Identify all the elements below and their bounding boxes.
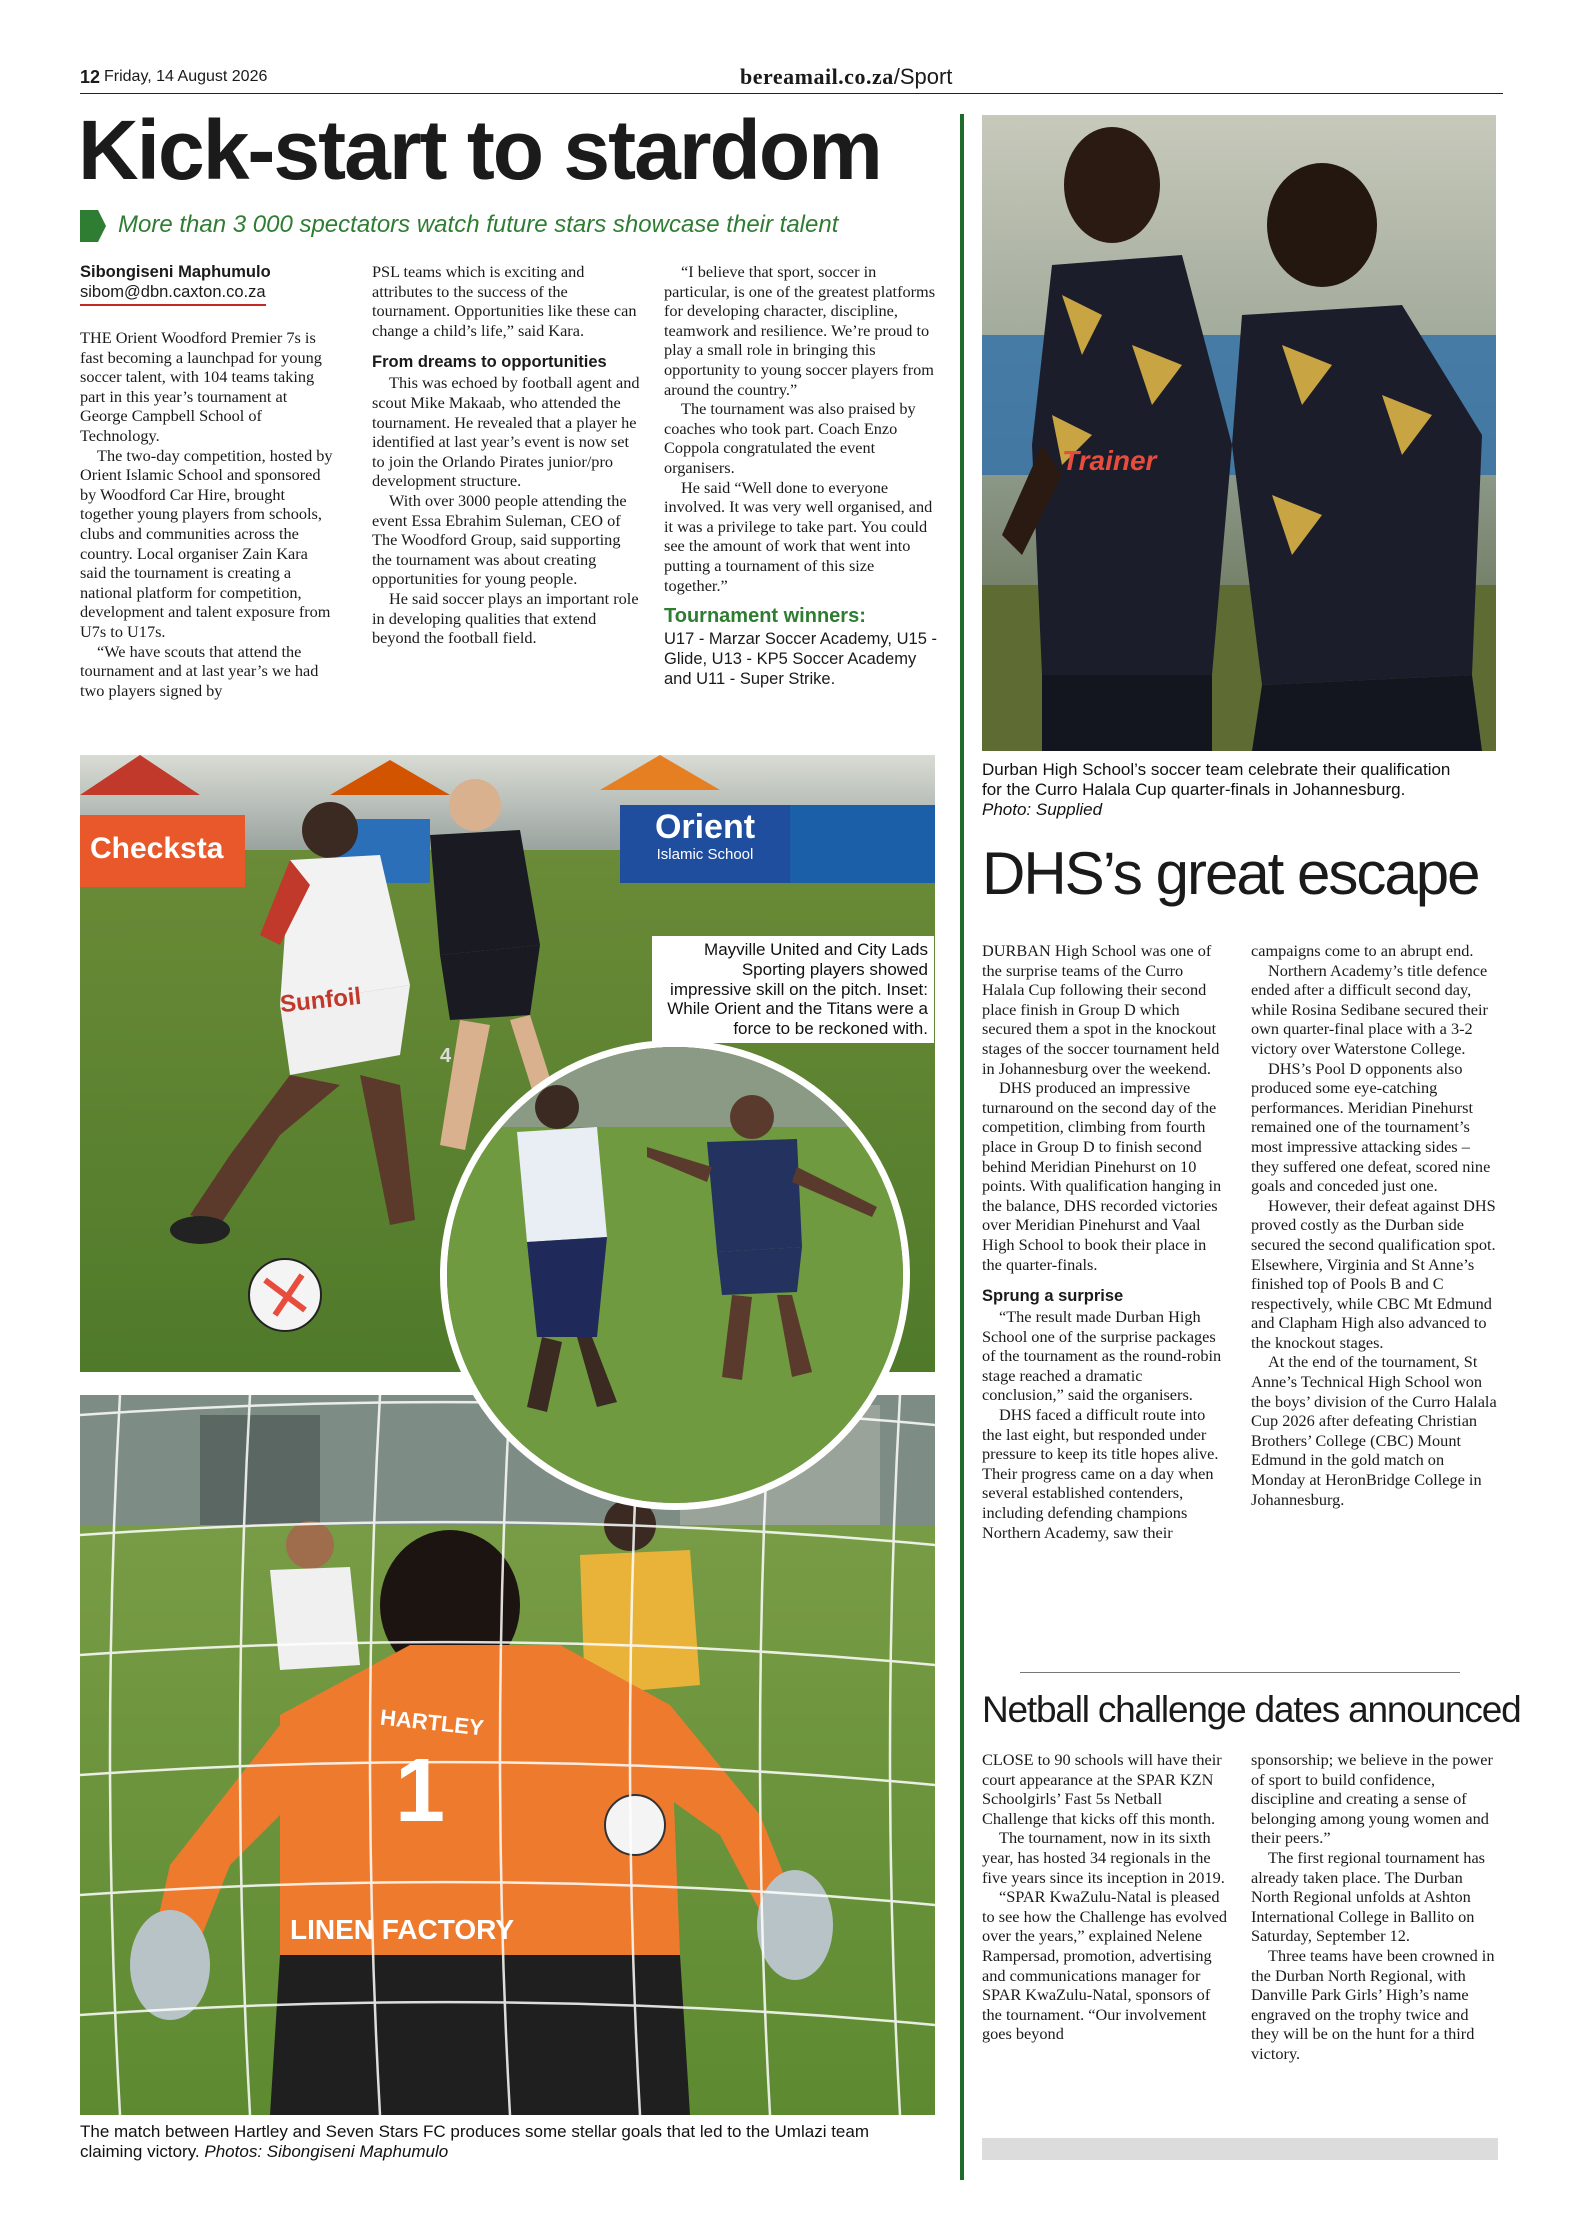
article-paragraph: THE Orient Woodford Premier 7s is fast becoming a launchpad for young soccer talent, with 104 teams taking part in this year’s tournament at George Campbell School of Technology. [80,328,322,445]
goalkeeper-photo-image [80,1395,935,2115]
article-paragraph: PSL teams which is exciting and attributes to the success of the tournament. Opportunities like these can change a child’s life,” said Kara. [372,262,637,340]
dhs-caption-text: Durban High School’s soccer team celebrate their qualification for the Curro Halala Cup quarter-finals in Johannesburg. [982,760,1451,799]
article-paragraph: The tournament was also praised by coaches who took part. Coach Enzo Coppola congratulated the event organisers. [664,399,916,477]
inset-photo [440,1040,910,1510]
issue-date: Friday, 14 August 2026 [104,68,268,85]
winners-text: U17 - Marzar Soccer Academy, U15 - Glide, U13 - KP5 Soccer Academy and U11 - Super Strike. [664,630,937,689]
dhs-shirt-sponsor: Trainer [1062,445,1157,476]
shirt-sponsor: Sunfoil [278,982,363,1019]
article-paragraph: The two-day competition, hosted by Orient Islamic School and sponsored by Woodford Car Hire, brought together young players from schools, clubs and communities across the country. Local organiser Zain Kara said the tournament is creating a national platform for competition, development and talent exposure from U7s to U17s. [80,445,333,641]
main-headline: Kick-start to stardom [78,103,881,197]
shirt-number: 4 [440,1045,452,1067]
article-paragraph: The first regional tournament has already taken place. The Durban North Regional unfolds at Ashton International College in Ballito on Saturday, September 12. [1251,1847,1486,1946]
footer-bar [982,2138,1498,2160]
green-flag-icon [80,210,106,242]
column-divider [960,114,964,2180]
article-paragraph: DHS produced an impressive turnaround on the second day of the competition, climbing from fourth place in Group D to finish second behind Meridian Pinehurst on 10 points. With qualification hanging in the balance, DHS recorded victories over Meridian Pinehurst and Vaal High School to book their place in the quarter-finals. [982,1078,1222,1274]
goalkeeper-caption-text: The match between Hartley and Seven Stars FC produces some stellar goals that led to the Umlazi team claiming victory. [80,2122,869,2161]
article-paragraph: He said “Well done to everyone involved. It was very well organised, and it was a privilege to take part. You could see the amount of work that went into putting a tournament of this size together.” [664,477,933,595]
article-paragraph: DHS’s Pool D opponents also produced some eye-catching performances. Meridian Pinehurst remained one of the tournament’s most impressive attacking sides – they suffered one defeat, scored nine goals and conceded just one. [1251,1058,1491,1196]
article-paragraph: “SPAR KwaZulu-Natal is pleased to see how the Challenge has evolved over the years,” explained Nelene Rampersad, promotion, advertising and communications manager for SPAR KwaZulu-Natal, sponsors of the tournament. “Our involvement goes beyond [982,1887,1228,2044]
article-paragraph: DURBAN High School was one of the surprise teams of the Curro Halala Cup following their second place finish in Group D which secured them a spot in the knockout stages of the soccer tournament held in Johannesburg over the weekend. [982,941,1220,1078]
keeper-number: 1 [395,1741,446,1841]
winners-title: Tournament winners: [664,605,866,628]
dhs-photo [982,115,1496,751]
header-rule [80,93,1503,94]
dhs-col-2 [1251,941,1501,1509]
banner-orient [625,808,785,864]
article-paragraph: With over 3000 people attending the event Essa Ebrahim Suleman, CEO of The Woodford Group, said supporting the tournament was about creating opportunities for young people. [372,490,627,589]
dhs-photo-image [982,115,1496,751]
goalkeeper-caption-credit: Photos: Sibongiseni Maphumulo [204,2142,449,2161]
article-paragraph: At the end of the tournament, St Anne’s Technical High School won the boys’ division of the Curro Halala Cup 2026 after defeating Christian Brothers’ College (CBC) Mount Edmund in the gold match on Monday at HeronBridge College in Johannesburg. [1251,1352,1497,1509]
article-paragraph: “I believe that sport, soccer in particular, is one of the greatest platforms for developing character, discipline, teamwork and resilience. We’re proud to play a small role in bringing this opportunity to young soccer players from around the country.” [664,262,936,399]
article-paragraph: This was echoed by football agent and scout Mike Makaab, who attended the tournament. He revealed that a player he identified at last year’s event is now set to join the Orlando Pirates junior/pro development structure. [372,373,640,491]
article-paragraph: CLOSE to 90 schools will have their court appearance at the SPAR KZN Schoolgirls’ Fast 5s Netball Challenge that kicks off this month. [982,1750,1222,1828]
goalkeeper-photo-caption [80,2122,935,2162]
main-col-2 [372,262,644,648]
article-paragraph: He said soccer plays an important role in developing qualities that extend beyond the football field. [372,588,639,648]
banner-orient-title: Orient [654,808,756,846]
section-name: /Sport [893,64,953,89]
article-paragraph: sponsorship; we believe in the power of sport to build confidence, discipline and creating a sense of belonging among young women and their peers.” [1251,1750,1493,1848]
banner-checkstar: Checksta [90,832,224,865]
article-paragraph: campaigns come to an abrupt end. [1251,941,1474,960]
byline: Sibongiseni Maphumulo [80,263,271,281]
subhead-dreams: From dreams to opportunities [372,353,607,372]
dhs-headline: DHS’s great escape [982,840,1479,907]
inset-photo-image [447,1047,910,1510]
subheadline-marker [80,210,106,242]
article-paragraph: Northern Academy’s title defence ended after a difficult second day, while Rosina Sedibane secured their own quarter-final place with a 3-2 victory over Waterstone College. [1251,960,1488,1058]
page-header [80,64,1503,94]
article-paragraph: The tournament, now in its sixth year, has hosted 34 regionals in the five years since its inception in 2019. [982,1828,1225,1887]
site-name [740,64,952,90]
article-paragraph: However, their defeat against DHS proved costly as the Durban side secured the second qualification spot. Elsewhere, Virginia and St Anne’s finished top of Pools B and C respectively, while CBC Mt Edmund and Clapham High also advanced to the knockout stages. [1251,1195,1496,1352]
main-col-3 [664,262,939,689]
page-number: 12 [80,67,101,87]
article-paragraph: DHS faced a difficult route into the last eight, but responded under pressure to keep its title hopes alive. Their progress came on a day when several established contenders, including defending champions Northern Academy, saw their [982,1405,1219,1542]
keeper-sponsor: LINEN FACTORY [290,1914,515,1945]
banner-orient-sub: Islamic School [656,846,754,863]
dhs-col-1 [982,941,1224,1542]
match-photo-caption: Mayville United and City Lads Sporting players showed impressive skill on the pitch. Inset: While Orient and the Titans were a force to be reckoned with. [652,936,934,1043]
keeper-name: HARTLEY [379,1704,485,1741]
netball-col-1 [982,1750,1228,2044]
netball-headline: Netball challenge dates announced [982,1689,1521,1730]
article-paragraph: Three teams have been crowned in the Durban North Regional, with Danville Park Girls’ High’s name engraved on the trophy twice and they will be on the hunt for a third victory. [1251,1945,1495,2063]
article-paragraph: “We have scouts that attend the tournament and at last year’s we had two players signed by [80,641,319,700]
subheadline: More than 3 000 spectators watch future stars showcase their talent [118,211,839,238]
site-domain: bereamail.co.za [740,64,894,89]
main-col-1 [80,262,338,700]
netball-col-2 [1251,1750,1497,2064]
goalkeeper-photo [80,1395,935,2115]
dhs-photo-caption [982,760,1452,819]
subhead-sprung: Sprung a surprise [982,1287,1124,1306]
article-paragraph: “The result made Durban High School one of the surprise packages of the tournament as the round-robin stage reached a dramatic conclusion,” said the organisers. [982,1307,1222,1405]
byline-email[interactable]: sibom@dbn.caxton.co.za [80,282,266,306]
section-rule [1020,1672,1460,1673]
dhs-caption-credit: Photo: Supplied [982,799,1103,819]
